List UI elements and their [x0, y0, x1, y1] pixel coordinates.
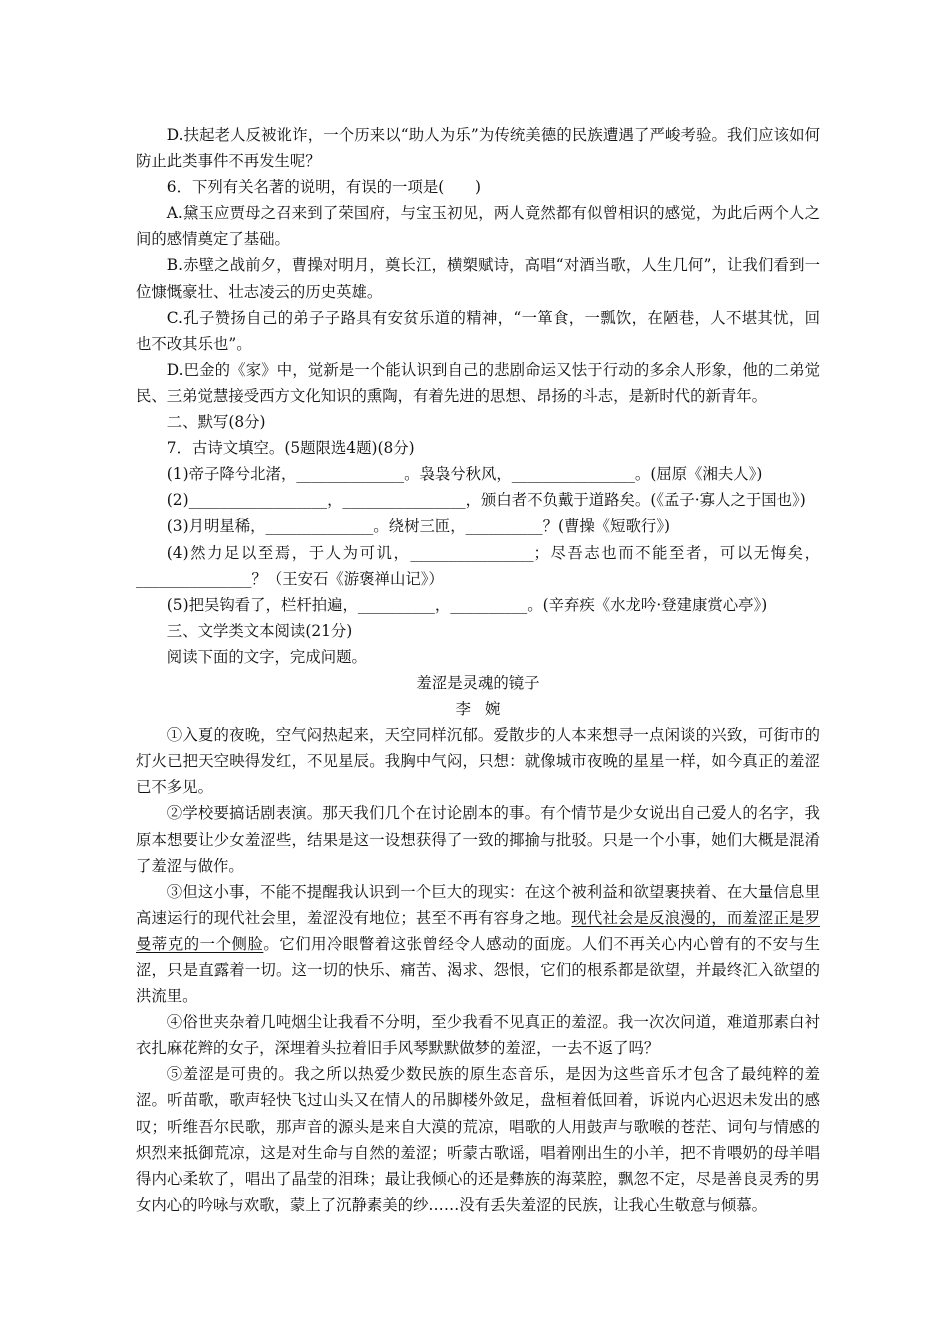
underlined-sentence: 现代社会是反浪漫的，而羞涩正是罗曼蒂克的一个侧脸 [136, 908, 820, 953]
q7-item-3: (3)月明星稀，______________。绕树三匝，__________？(曹操《短歌行》) [166, 517, 671, 536]
section2-heading: 二、默写(8分) [166, 413, 266, 432]
q6-option-d: D.巴金的《家》中，觉新是一个能认识到自己的悲剧命运又怯于行动的多余人形象，他的二弟觉民、三弟觉慧接受西方文化知识的熏陶，有着先进的思想、昂扬的斗志，是新时代的新青年。 [136, 360, 820, 405]
section3-heading: 三、文学类文本阅读(21分) [166, 621, 353, 640]
q7-item-2: (2)__________________，________________，颁白者不负戴于道路矣。(《孟子·寡人之于国也》) [166, 491, 806, 510]
article-paragraph-4: ④俗世夹杂着几吨烟尘让我看不分明，至少我看不见真正的羞涩。我一次次问道，难道那素白衬衣扎麻花辫的女子，深埋着头拉着旧手风琴默默做梦的羞涩，一去不返了吗？ [136, 1013, 820, 1058]
q7-item-5: (5)把吴钩看了，栏杆拍遍，__________，__________。(辛弃疾《水龙吟·登建康赏心亭》) [166, 595, 768, 614]
article-title: 羞涩是灵魂的镜子 [416, 673, 540, 692]
article-paragraph-1: ①入夏的夜晚，空气闷热起来，天空同样沉郁。爱散步的人本来想寻一点闲谈的兴致，可街市的灯火已把天空映得发红，不见星辰。我胸中气闷，只想：就像城市夜晚的星星一样，如今真正的羞涩已不多见。 [136, 726, 820, 797]
q5-option-d: D.扶起老人反被讹诈，一个历来以“助人为乐”为传统美德的民族遭遇了严峻考验。我们应该如何防止此类事件不再发生呢？ [136, 126, 820, 171]
q6-option-c: C.孔子赞扬自己的弟子子路具有安贫乐道的精神，“一箪食，一瓢饮，在陋巷，人不堪其忧，回也不改其乐也”。 [136, 308, 820, 353]
reading-instruction: 阅读下面的文字，完成问题。 [166, 647, 367, 666]
article-paragraph-3 [136, 879, 820, 1009]
q7-item-1: (1)帝子降兮北渚，______________。袅袅兮秋风，________________。(屈原《湘夫人》) [166, 465, 763, 484]
article-paragraph-5: ⑤羞涩是可贵的。我之所以热爱少数民族的原生态音乐，是因为这些音乐才包含了最纯粹的羞涩。听苗歌，歌声轻快飞过山头又在情人的吊脚楼外敛足，盘桓着低回着，诉说内心迟迟未发出的感叹；听维吾尔民歌，那声音的源头是来自大漠的荒凉，唱歌的人用鼓声与歌喉的苍茫、词句与情感的炽烈来抵御荒凉，这是对生命与自然的羞涩；听蒙古歌谣，唱着刚出生的小羊，把不肯喂奶的母羊唱得内心柔软了，唱出了晶莹的泪珠；最让我倾心的还是彝族的海菜腔，飘忽不定，尽是善良灵秀的男女内心的吟咏与欢歌，蒙上了沉静素美的纱……没有丢失羞涩的民族，让我心生敬意与倾慕。 [136, 1065, 820, 1214]
article-author: 李婉 [455, 700, 515, 719]
article-paragraph-2: ②学校要搞话剧表演。那天我们几个在讨论剧本的事。有个情节是少女说出自己爱人的名字，我原本想要让少女羞涩些，结果是这一设想获得了一致的揶揄与批驳。只是一个小事，她们大概是混淆了羞涩与做作。 [136, 804, 820, 875]
paragraph-3-text-after: 。它们用冷眼瞥着这张曾经令人感动的面庞。人们不再关心内心曾有的不安与生涩，只是直露着一切。这一切的快乐、痛苦、渴求、怨恨，它们的根系都是欲望，并最终汇入欲望的洪流里。 [136, 934, 820, 1006]
q7-item-4: (4)然力足以至焉，于人为可讥，________________；尽吾志也而不能至者，可以无悔矣，_______________？（王安石《游褒禅山记》） [136, 543, 820, 588]
q6-option-b: B.赤壁之战前夕，曹操对明月，奠长江，横槊赋诗，高唱“对酒当歌，人生几何”，让我们看到一位慷慨豪壮、壮志凌云的历史英雄。 [136, 256, 820, 301]
q7-stem: 7．古诗文填空。(5题限选4题)(8分) [166, 439, 415, 458]
paragraph-3-text-before: ③但这小事，不能不提醒我认识到一个巨大的现实：在这个被利益和欲望裹挟着、在大量信息里高速运行的现代社会里，羞涩没有地位；甚至不再有容身之地。 [136, 882, 820, 927]
q6-option-a: A.黛玉应贾母之召来到了荣国府，与宝玉初见，两人竟然都有似曾相识的感觉，为此后两个人之间的感情奠定了基础。 [136, 204, 820, 249]
document-page [136, 122, 820, 1218]
q6-stem: 6．下列有关名著的说明，有误的一项是( ) [166, 178, 482, 197]
